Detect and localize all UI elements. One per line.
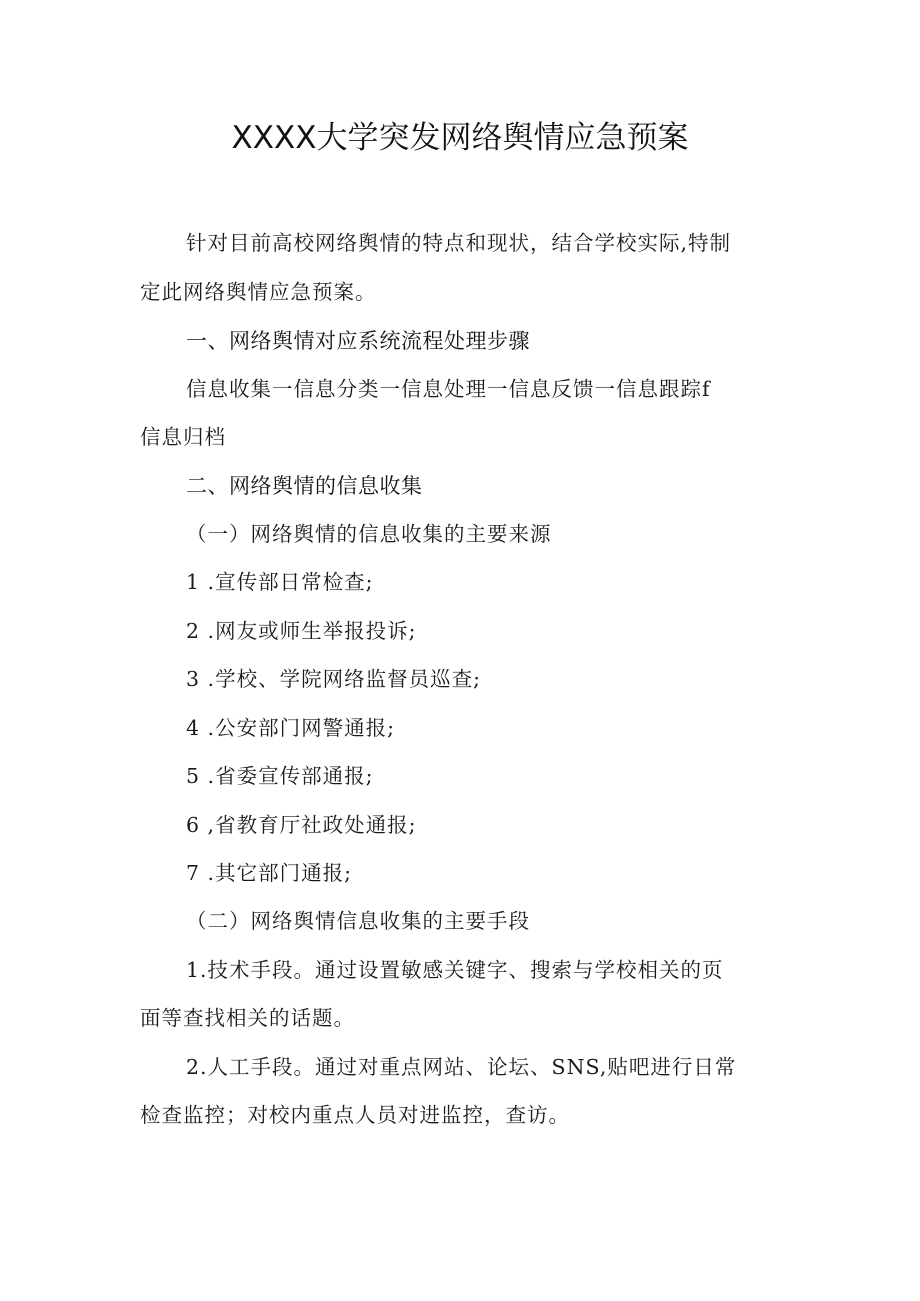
subsection-2-heading: （二）网络舆情信息收集的主要手段 xyxy=(186,909,530,933)
section-1-heading: 一、网络舆情对应系统流程处理步骤 xyxy=(186,329,530,353)
means-2-line-1: 2.人工手段。通过对重点网站、论坛、SNS,贴吧进行日常 xyxy=(186,1055,737,1079)
document-title: XXXX大学突发网络舆情应急预案 xyxy=(231,120,689,156)
means-1-line-2: 面等查找相关的话题。 xyxy=(140,1006,355,1030)
source-item: 5 .省委宣传部通报; xyxy=(186,764,374,788)
source-item: 3 .学校、学院网络监督员巡查; xyxy=(186,667,481,691)
intro-line-1: 针对目前高校网络舆情的特点和现状，结合学校实际,特制 xyxy=(186,231,732,255)
section-2-heading: 二、网络舆情的信息收集 xyxy=(186,474,423,498)
source-item: 2 .网友或师生举报投诉; xyxy=(186,619,417,643)
flow-line-2: 信息归档 xyxy=(140,425,226,449)
means-2-line-2: 检查监控；对校内重点人员对进监控，查访。 xyxy=(140,1103,570,1127)
source-item: 1 .宣传部日常检查; xyxy=(186,570,374,594)
source-item: 7 .其它部门通报; xyxy=(186,861,352,885)
source-item: 6 ,省教育厅社政处通报; xyxy=(186,813,417,837)
flow-line-1: 信息收集一信息分类一信息处理一信息反馈一信息跟踪f xyxy=(186,377,711,401)
means-1-line-1: 1.技术手段。通过设置敏感关键字、搜索与学校相关的页 xyxy=(186,958,724,982)
source-item: 4 .公安部门网警通报; xyxy=(186,716,395,740)
subsection-1-heading: （一）网络舆情的信息收集的主要来源 xyxy=(186,522,552,546)
intro-line-2: 定此网络舆情应急预案。 xyxy=(140,280,377,304)
